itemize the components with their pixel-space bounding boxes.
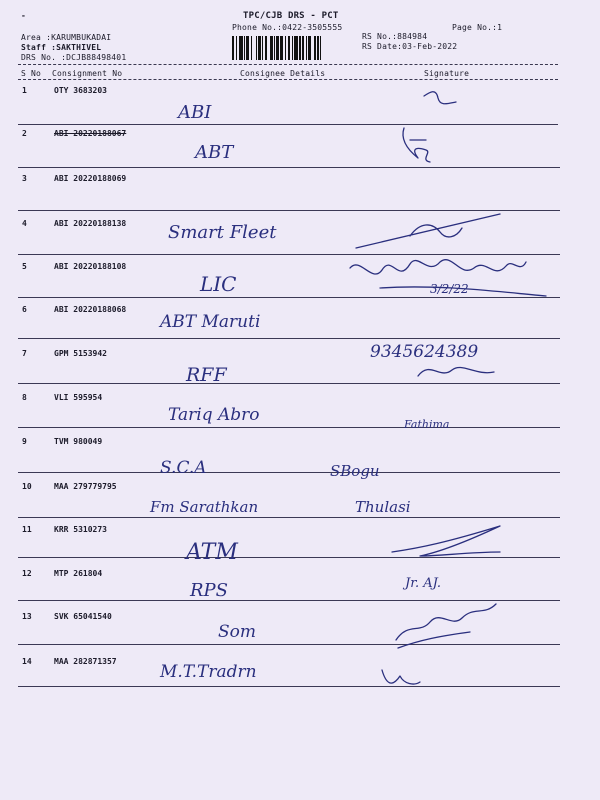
row-number: 5 <box>22 262 27 271</box>
drs-number: DRS No. :DCJB88498401 <box>21 53 127 62</box>
column-header-consignment: Consignment No <box>52 69 123 78</box>
row-number: 10 <box>22 482 32 491</box>
rs-number: RS No.:884984 <box>362 32 428 41</box>
signature-row-14 <box>382 670 420 684</box>
handwritten-signature: Jr. AJ. <box>405 576 441 591</box>
row-number: 9 <box>22 437 27 446</box>
consignment-number: GPM 5153942 <box>54 349 107 358</box>
consignment-number: ABI 20220188108 <box>54 262 127 271</box>
document-title: TPC/CJB DRS - PCT <box>243 11 339 21</box>
consignment-number: MAA 282871357 <box>54 657 117 666</box>
area-field: Area :KARUMBUKADAI <box>21 33 112 42</box>
row-number: 2 <box>22 129 27 138</box>
consignment-number: SVK 65041540 <box>54 612 112 621</box>
phone-number: Phone No.:0422-3505555 <box>232 23 343 32</box>
signature-row-13 <box>396 604 496 648</box>
handwritten-consignee: ABT <box>195 142 234 163</box>
consignment-number: KRR 5310273 <box>54 525 107 534</box>
consignment-number: VLI 595954 <box>54 393 103 402</box>
row-number: 6 <box>22 305 27 314</box>
handwritten-consignee: M.T.Tradrn <box>160 662 257 682</box>
staff-field: Staff :SAKTHIVEL <box>21 43 102 52</box>
handwritten-consignee: ABT Maruti <box>160 312 261 332</box>
consignment-number: ABI 20220188068 <box>54 305 127 314</box>
handwritten-consignee: RPS <box>190 580 228 601</box>
column-header-consignee: Consignee Details <box>240 69 326 78</box>
page-number: Page No.:1 <box>452 23 503 32</box>
header-marker: - <box>21 11 27 20</box>
handwritten-signature: Thulasi <box>355 498 411 516</box>
handwritten-signature: Fathima <box>404 418 450 431</box>
consignment-number: MAA 279779795 <box>54 482 117 491</box>
signature-row-7 <box>418 367 494 376</box>
handwritten-consignee: Tariq Abro <box>168 405 260 425</box>
signature-row-5 <box>350 260 546 296</box>
column-header-signature: Signature <box>424 69 470 78</box>
row-number: 3 <box>22 174 27 183</box>
column-header-sno: S No <box>21 69 42 78</box>
handwritten-consignee: Fm Sarathkan <box>150 498 259 516</box>
handwritten-consignee: ABI <box>178 102 212 123</box>
consignment-number: TVM 980049 <box>54 437 103 446</box>
row-number: 1 <box>22 86 27 95</box>
handwritten-consignee: RFF <box>186 364 227 386</box>
signature-row-4 <box>356 214 500 248</box>
rs-date: RS Date:03-Feb-2022 <box>362 42 458 51</box>
consignment-number: ABI 20220188069 <box>54 174 127 183</box>
row-number: 4 <box>22 219 27 228</box>
handwritten-signature: 3/2/22 <box>430 282 469 296</box>
consignment-number: OTY 3683203 <box>54 86 107 95</box>
row-number: 7 <box>22 349 27 358</box>
handwritten-consignee: Smart Fleet <box>168 222 277 243</box>
handwritten-consignee: LIC <box>200 272 237 296</box>
row-number: 14 <box>22 657 32 666</box>
signature-row-11 <box>392 526 500 556</box>
consignment-number: MTP 261804 <box>54 569 103 578</box>
signature-row-1 <box>424 92 456 104</box>
handwritten-consignee: ATM <box>186 540 238 565</box>
signature-row-2 <box>403 128 430 162</box>
handwritten-signature: SBogu <box>330 462 380 480</box>
row-number: 8 <box>22 393 27 402</box>
row-number: 13 <box>22 612 32 621</box>
consignment-number: ABI 20220188138 <box>54 219 127 228</box>
handwritten-signature: 9345624389 <box>370 342 479 362</box>
handwritten-consignee: Som <box>218 622 257 642</box>
row-number: 11 <box>22 525 32 534</box>
handwritten-consignee: S.C.A <box>160 458 207 478</box>
row-number: 12 <box>22 569 32 578</box>
consignment-number: ABI 20220188067 <box>54 129 127 138</box>
